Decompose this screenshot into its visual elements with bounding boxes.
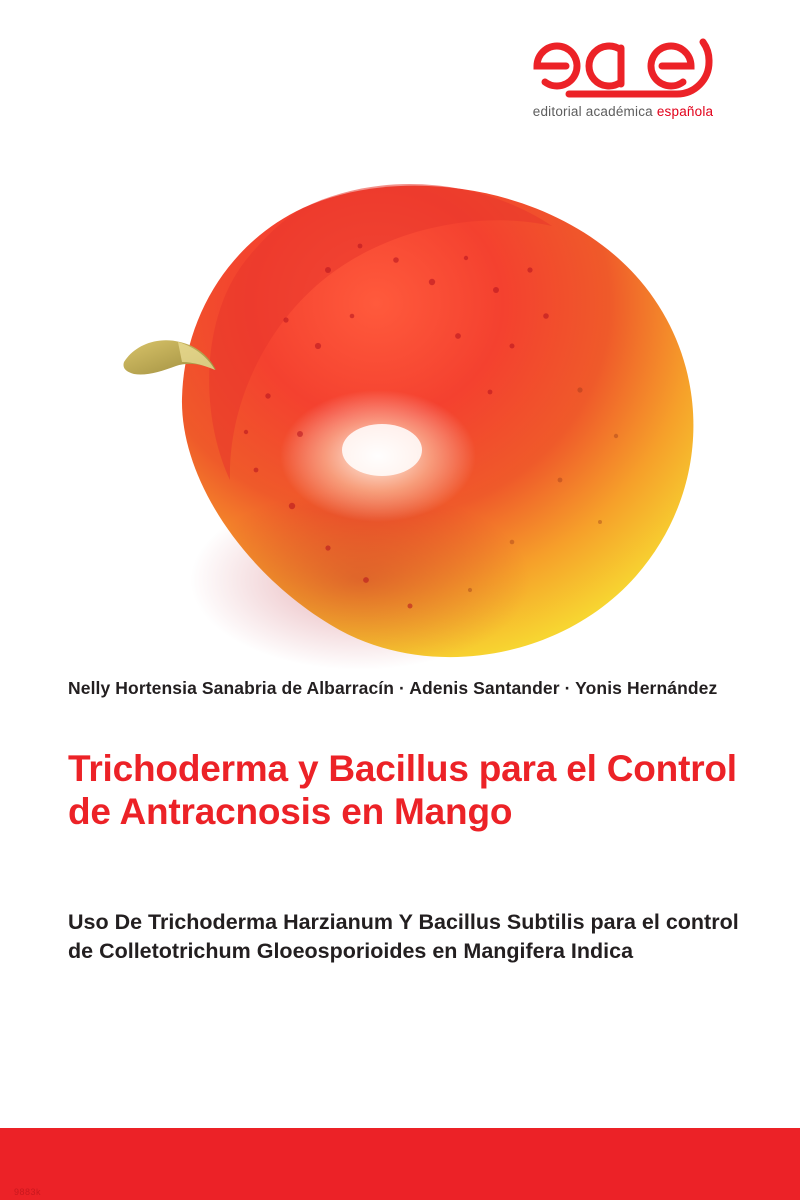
book-title: Trichoderma y Bacillus para el Control de Antracnosis en Mango <box>68 748 737 832</box>
publisher-name-accent: española <box>656 104 714 119</box>
bottom-color-band <box>0 1128 800 1200</box>
publisher-name <box>518 104 728 119</box>
mango-fruit-photo <box>60 150 750 670</box>
publisher-name-primary: editorial académica <box>532 104 657 119</box>
author-line: Nelly Hortensia Sanabria de Albarracín · Adenis Santander · Yonis Hernández <box>68 678 718 698</box>
eae-logo-icon <box>518 28 728 98</box>
band-code: 9883k <box>14 1187 42 1197</box>
publisher-logo-block <box>518 28 728 119</box>
cover-artwork <box>60 150 750 670</box>
book-subtitle: Uso De Trichoderma Harzianum Y Bacillus Subtilis para el control de Colletotrichum Gloeosporioides en Mangifera Indica <box>68 910 739 964</box>
